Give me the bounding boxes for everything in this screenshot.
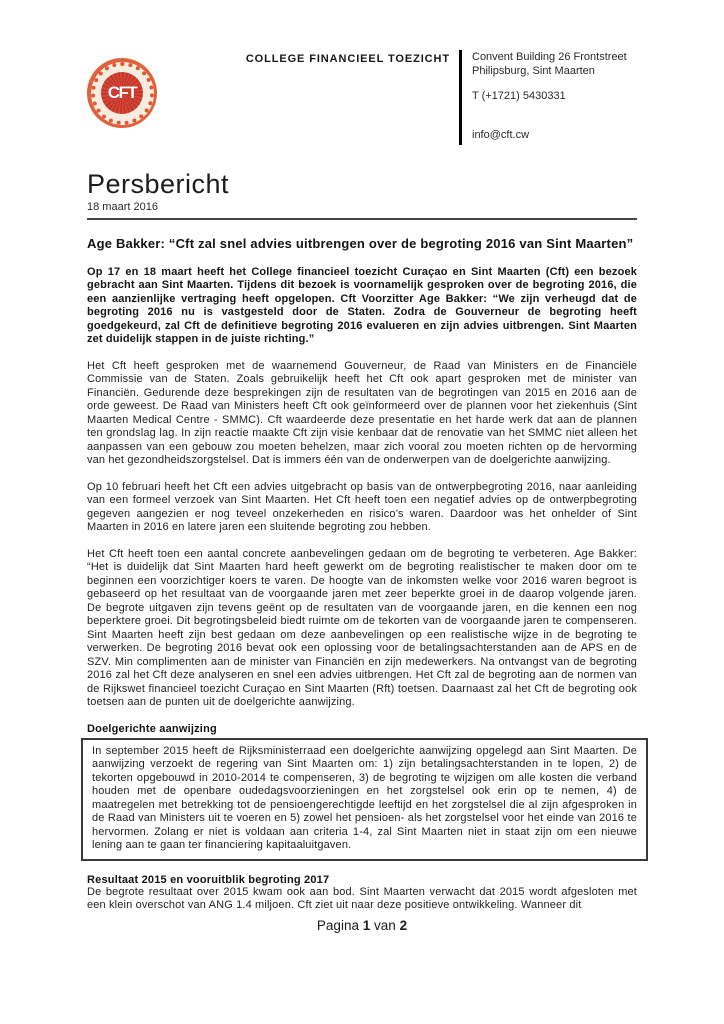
header-divider [459,50,462,145]
body-paragraph: Het Cft heeft toen een aantal concrete aanbevelingen gedaan om de begroting te verbeteren. Age Bakker: “Het is duidelijk dat Sint Maarten hard heeft gewerkt om de begroting realistischer te maken door om te beginnen een voorzichtiger koers te varen. De hoogte van de inkomsten welke voor 2016 waren begroot is gebaseerd op het resultaat van de voorgaande jaren met zeer beperkte groei in de daarop volgende jaren. De begrote uitgaven zijn tevens geënt op de resultaten van de voorgaande jaren, en die kennen een nog beperktere groei. Dit begrotingsbeleid biedt ruimte om de tekorten van de voorgaande jaren te compenseren. Sint Maarten heeft zijn best gedaan om deze aanbevelingen op een realistische wijze in de begroting te verwerken. De begroting 2016 bevat ook een oplossing voor de betalingsachterstanden aan de APS en de SZV. Min complimenten aan de minister van Financiën en zijn medewerkers. Na ontvangst van de begroting 2016 zal het Cft deze analyseren en snel een advies uitbrengen. Het Cft zal de begroting aan de normen van de Rijkswet financieel toezicht Curaçao en Sint Maarten (Rft) toetsen. Daarnaast zal het Cft de begroting ook toetsen aan de punten uit de doelgerichte aanwijzing. [87,547,637,708]
letterhead [87,51,637,145]
section-heading-resultaat: Resultaat 2015 en vooruitblik begroting 2017 [87,873,330,886]
letterhead-right [246,50,637,145]
lead-paragraph: Op 17 en 18 maart heeft het College financieel toezicht Curaçao en Sint Maarten (Cft) een bezoek gebracht aan Sint Maarten. Tijdens dit bezoek is voornamelijk gesproken over de begroting 2016, die een aanzienlijke vertraging heeft opgelopen. Cft Voorzitter Age Bakker: “We zijn verheugd dat de begroting 2016 nu is vastgesteld door de Staten. Zodra de Gouverneur de begroting heeft goedgekeurd, zal Cft de definitieve begroting 2016 evalueren en zijn advies uitbrengen. Sint Maarten zet duidelijk stappen in de juiste richting.” [87,265,637,345]
email-address: info@cft.cw [472,129,530,141]
cft-logo-text: CFT [107,83,137,102]
org-name: COLLEGE FINANCIEEL TOEZICHT [245,53,450,65]
cft-logo [87,58,157,128]
phone-number: T (+1721) 5430331 [472,90,566,102]
aanwijzing-box [81,738,648,861]
address-line-1: Convent Building 26 Frontstreet [472,51,627,63]
resultaat-paragraph: De begrote resultaat over 2015 kwam ook aan bod. Sint Maarten verwacht dat 2015 wordt afgesloten met een klein overschot van ANG 1.4 miljoen. Cft ziet uit naar deze positieve ontwikkeling. Wanneer dit [87,885,637,911]
aanwijzing-box-paragraph: In september 2015 heeft de Rijksministerraad een doelgerichte aanwijzing opgelegd aan Sint Maarten. De aanwijzing verzoekt de regering van Sint Maarten om: 1) zijn betalingsachterstanden in te lopen, 2) de tekorten opgebouwd in 2010-2014 te compenseren, 3) de begroting te wijzigen om alle kosten die verband houden met de openbare oudedagsvoorzieningen en het zorgstelsel ook erin op te nemen, 4) de maatregelen met betrekking tot de pensioengerechtigde leeftijd en het zorgstelsel die al zijn afgesproken in de Raad van Ministers uit te voeren en 5) zowel het pensioen- als het zorgstelsel voor het einde van 2016 te hervormen. Zolang er niet is voldaan aan criteria 1-4, zal Sint Maarten niet in staat zijn om een nieuwe lening aan te gaan ter financiering kapitaaluitgaven. [92,744,637,851]
headline: Age Bakker: “Cft zal snel advies uitbrengen over de begroting 2016 van Sint Maarten” [87,236,634,251]
title-block [87,169,637,220]
body-paragraph: Op 10 februari heeft het Cft een advies uitgebracht op basis van de ontwerpbegroting 2016, naar aanleiding van een formeel verzoek van Sint Maarten. Het Cft heeft toen een negatief advies op de ontwerpbegroting gegeven aangezien er nog teveel onzekerheden en risico’s waren. Daardoor was het onhelder of Sint Maarten in 2016 en latere jaren een sluitende begroting zou hebben. [87,480,637,533]
footer-page-prefix: Pagina [316,917,359,933]
address-line-2: Philipsburg, Sint Maarten [472,65,595,77]
footer-page-total: 2 [399,917,408,933]
title-rule [87,218,637,220]
footer-page-current: 1 [362,917,371,933]
footer-page-separator: van [374,917,396,933]
cft-logo-seal-ring [91,62,154,125]
cft-logo-sunburst [101,72,143,114]
contact-block [472,50,637,145]
release-date: 18 maart 2016 [87,201,158,213]
section-heading-doelgerichte-aanwijzing: Doelgerichte aanwijzing [87,722,217,735]
press-release-title: Persbericht [87,169,230,199]
page-footer [87,918,637,933]
body-paragraph: Het Cft heeft gesproken met de waarnemend Gouverneur, de Raad van Ministers en de Financiële Commissie van de Staten. Zoals gebruikelijk heeft het Cft ook apart gesproken met de minister van Financiën. Gedurende deze besprekingen zijn de resultaten van de begrotingen van 2015 en 2016 aan de orde geweest. De Raad van Ministers heeft Cft ook geïnformeerd over de plannen voor het ziekenhuis (Sint Maarten Medical Centre - SMMC). Cft waardeerde deze presentatie en het harde werk dat aan de plannen ten grondslag lag. In zijn reactie maakte Cft zijn visie kenbaar dat de renovatie van het SMMC niet alleen het aanpassen van een gebouw zou moeten behelzen, maar zich vooral zou moeten richten op de hervorming van het gezondheidszorgstelsel. Dat is immers één van de onderwerpen van de doelgerichte aanwijzing. [87,359,637,466]
